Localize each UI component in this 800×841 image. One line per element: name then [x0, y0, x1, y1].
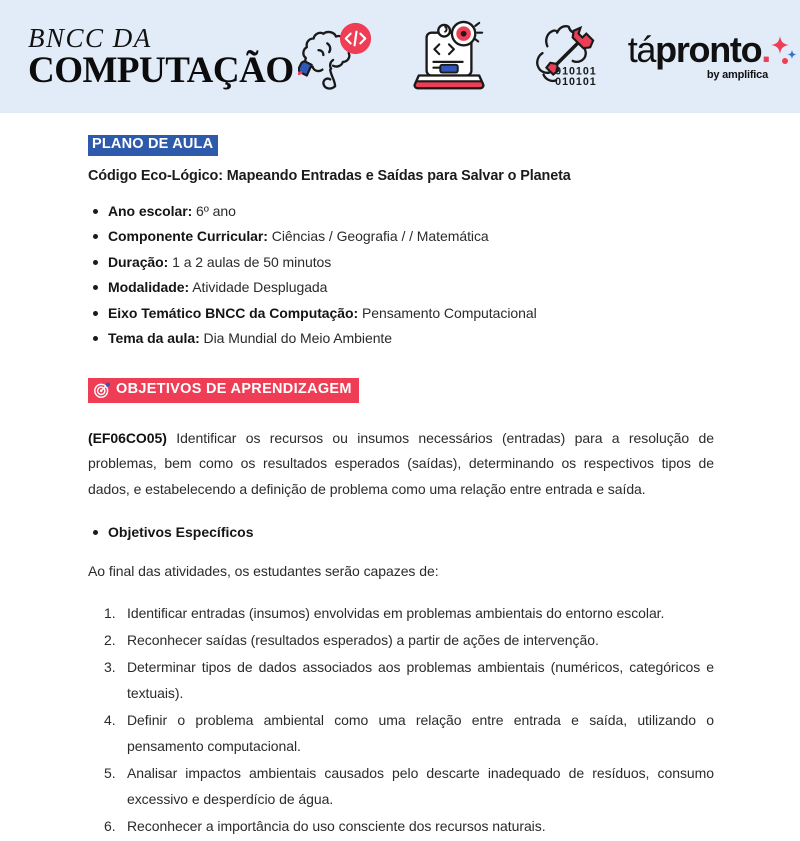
meta-value: Ciências / Geografia / / Matemática [267, 228, 489, 245]
meta-value: 6º ano [192, 202, 236, 219]
tapronto-dot: . [761, 29, 770, 70]
lesson-title: Código Eco-Lógico: Mapeando Entradas e Saídas para Salvar o Planeta [88, 167, 571, 184]
lesson-meta-list [88, 204, 714, 346]
meta-value: 1 a 2 aulas de 50 minutos [168, 253, 332, 270]
skill-code: (EF06CO05) [88, 429, 167, 446]
tapronto-ta: tá [627, 29, 656, 70]
list-item [88, 280, 714, 294]
page-header [0, 0, 800, 113]
header-icon-group [256, 20, 600, 94]
svg-text:010101: 010101 [555, 75, 597, 88]
objetivos-de-aprendizagem-tag [88, 378, 359, 403]
meta-label: Duração: [108, 253, 169, 270]
meta-label: Componente Curricular: [108, 228, 268, 245]
list-item: Identificar entradas (insumos) envolvidas em problemas ambientais do entorno escolar. [127, 604, 665, 621]
list-item [88, 255, 714, 269]
objetivos-especificos-heading-list [88, 525, 714, 540]
sparkle-icon [768, 34, 798, 74]
list-item: Analisar impactos ambientais causados pelo descarte inadequado de resíduos, consumo excessivo e desperdício de água. [127, 764, 714, 807]
objetivos-especificos-heading: Objetivos Específicos [88, 525, 714, 540]
plano-de-aula-tag: PLANO DE AULA [88, 135, 218, 156]
laptop-eye-icon [410, 20, 488, 94]
list-item: Reconhecer saídas (resultados esperados) a partir de ações de intervenção. [127, 631, 599, 648]
tapronto-byline: by amplifica [706, 69, 768, 81]
meta-label: Modalidade: [108, 279, 190, 296]
document-body [0, 113, 800, 839]
objetivos-especificos-list [88, 600, 714, 839]
tapronto-wordmark [627, 29, 770, 70]
list-item: Determinar tipos de dados associados aos problemas ambientais (numéricos, categóricos e textuais). [127, 658, 714, 701]
tapronto-logo [600, 29, 796, 81]
bncc-logo-line1: BNCC DA [28, 22, 152, 53]
meta-value: Dia Mundial do Meio Ambiente [199, 330, 393, 347]
meta-label: Eixo Temático BNCC da Computação: [108, 304, 359, 321]
skill-paragraph [88, 426, 714, 502]
target-dart-icon [94, 382, 110, 398]
list-item [88, 204, 714, 218]
meta-label: Ano escolar: [108, 202, 193, 219]
list-item [88, 306, 714, 320]
objetivos-tag-label: OBJETIVOS DE APRENDIZAGEM [116, 380, 352, 397]
wrench-binary-cloud-icon [522, 20, 600, 94]
objetivos-intro-line: Ao final das atividades, os estudantes serão capazes de: [88, 563, 439, 580]
brain-code-icon [298, 20, 376, 94]
bncc-logo [28, 22, 294, 91]
meta-value: Pensamento Computacional [358, 304, 537, 321]
bncc-logo-line2: COMPUTAÇÃO [28, 49, 294, 91]
meta-value: Atividade Desplugada [189, 279, 328, 296]
skill-text: Identificar os recursos ou insumos necessários (entradas) para a resolução de problemas, bem como os resultados esperados (saídas), determinando os respectivos tipos de dados, e estabelecendo a definição de problema como uma relação entre entrada e saída. [88, 429, 714, 497]
svg-text:010101: 010101 [555, 65, 597, 78]
list-item: Definir o problema ambiental como uma relação entre entrada e saída, utilizando o pensamento computacional. [127, 711, 714, 754]
tapronto-pronto: pronto [655, 29, 762, 70]
list-item [88, 331, 714, 345]
list-item: Reconhecer a importância do uso consciente dos recursos naturais. [127, 817, 546, 834]
meta-label: Tema da aula: [108, 330, 200, 347]
list-item [88, 229, 714, 243]
